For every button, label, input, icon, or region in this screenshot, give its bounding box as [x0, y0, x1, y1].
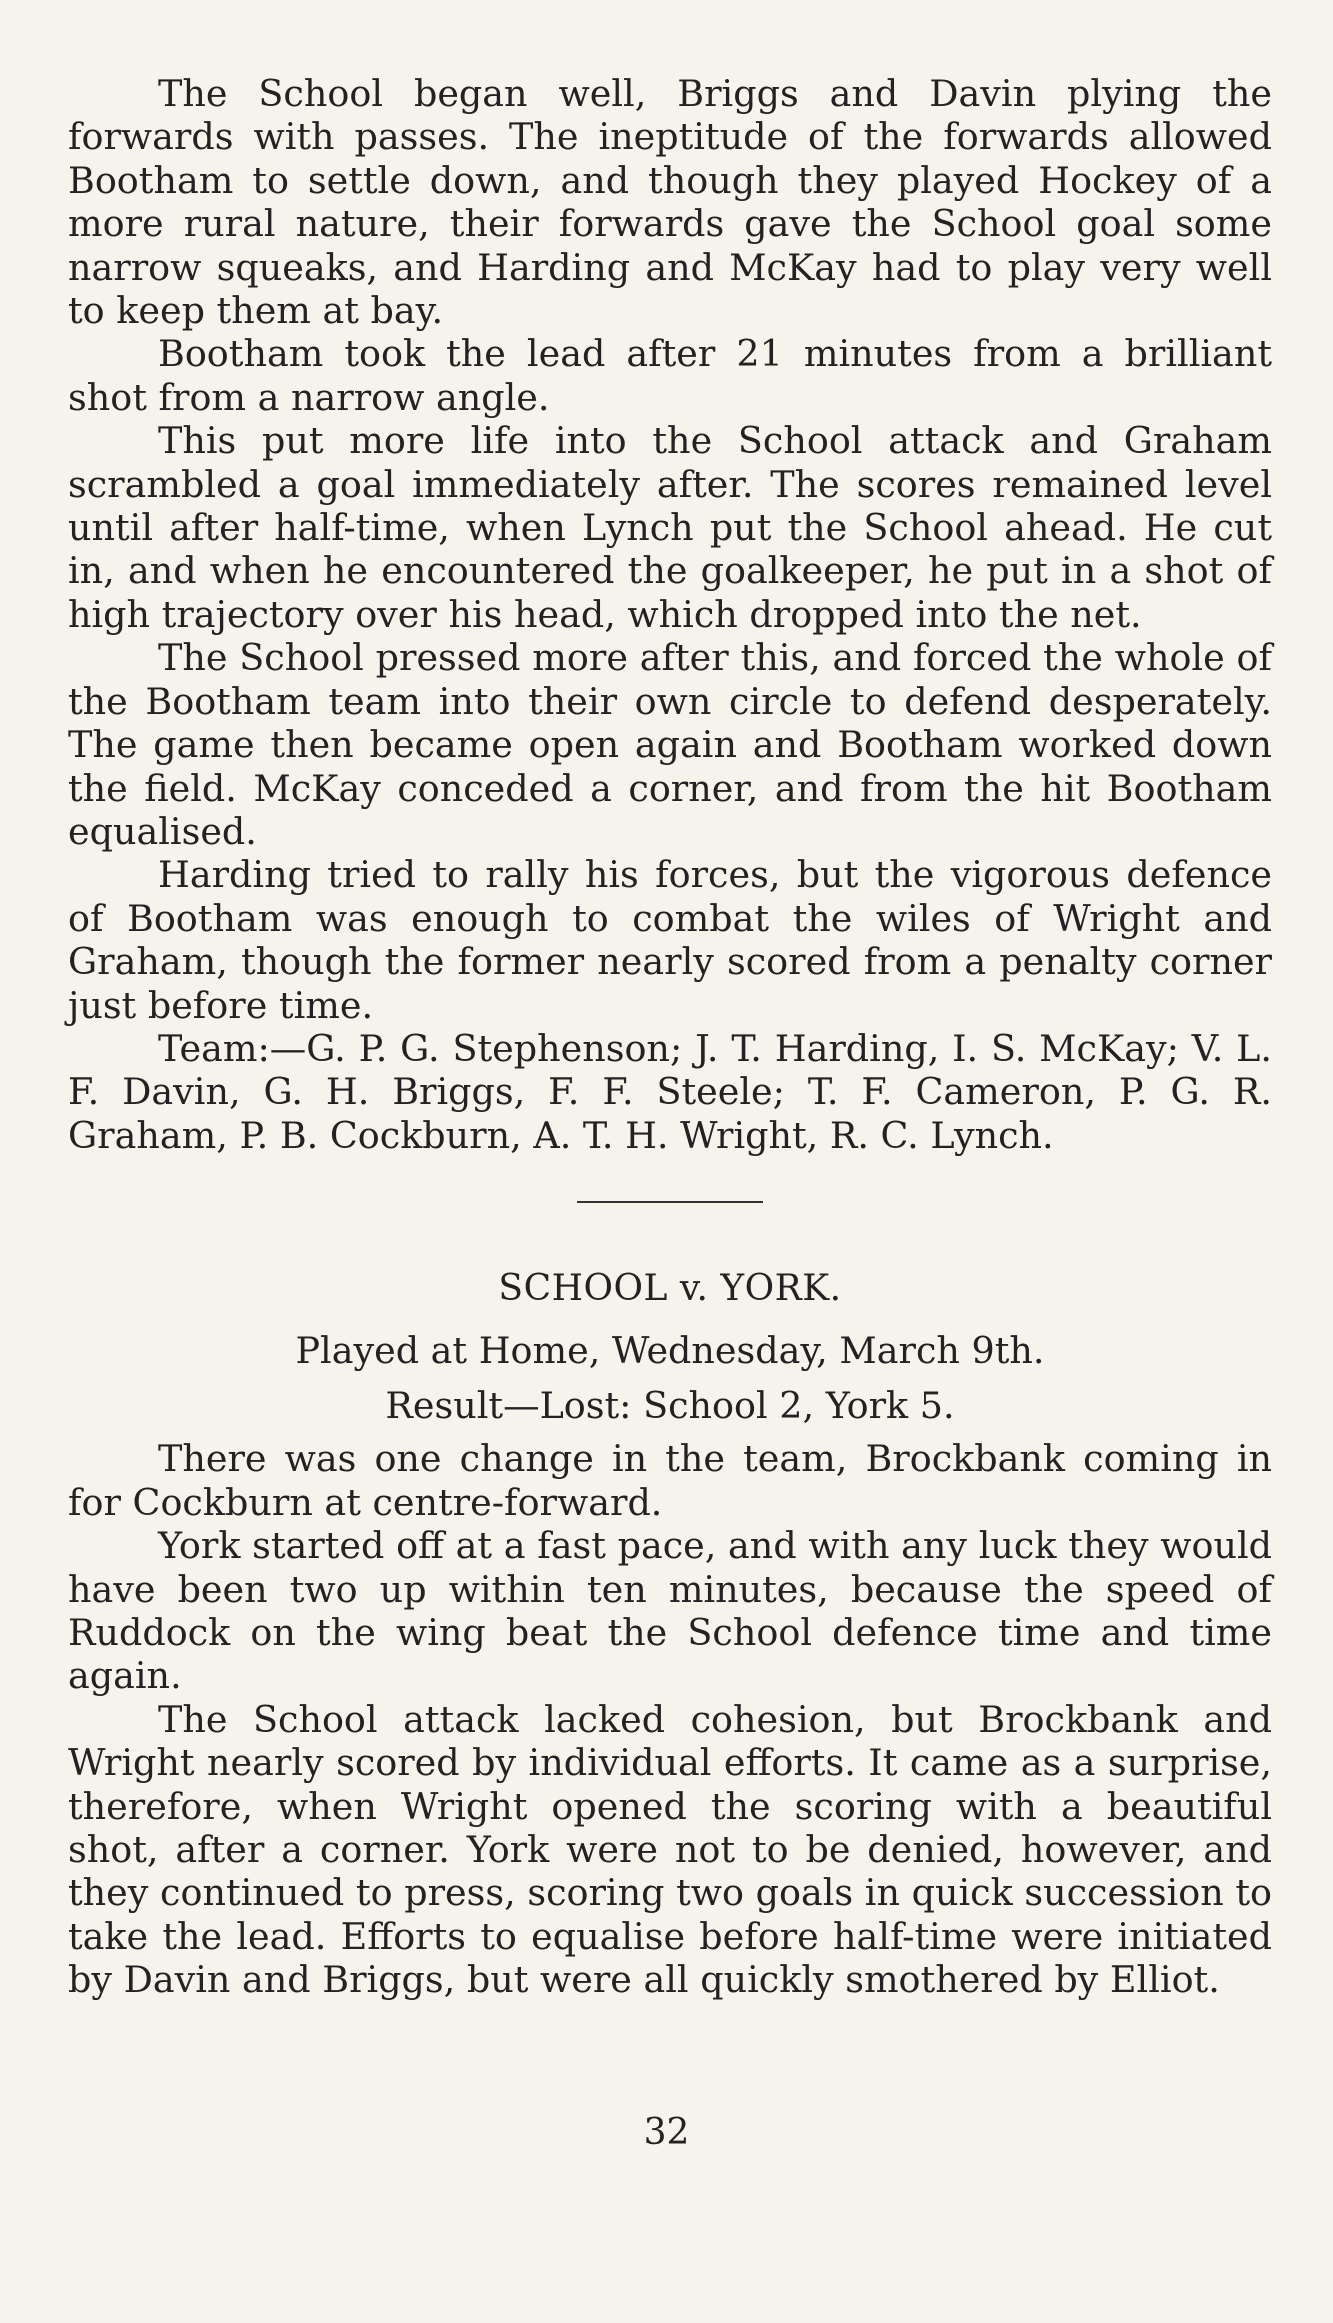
paragraph-school-pressed: The School pressed more after this, and forced the whole of the Bootham team into their own circle to defend desperately. The game then became open again and Bootham worked down the field. McKay conceded a corner, and from the hit Bootham equalised. [68, 636, 1272, 853]
match-venue-date: Played at Home, Wednesday, March 9th. [295, 1328, 1045, 1372]
page-number: 32 [643, 2112, 690, 2153]
section-divider [577, 1201, 763, 1203]
page-body [68, 72, 1272, 2002]
paragraph-bootham-lead: Bootham took the lead after 21 minutes from a brilliant shot from a narrow angle. [68, 332, 1272, 419]
paragraph-opening: The School began well, Briggs and Davin plying the forwards with passes. The ineptitude of the forwards allowed Bootham to settle down, and though they played Hockey of a more rural nature, their forwards gave the School goal some narrow squeaks, and Harding and McKay had to play very well to keep them at bay. [68, 72, 1272, 333]
paragraph-graham-equaliser: This put more life into the School attack and Graham scrambled a goal immediately after. The scores remained level until after half-time, when Lynch put the School ahead. He cut in, and when he encountered the goalkeeper, he put in a shot of high trajectory over his head, which dropped into the net. [68, 419, 1272, 636]
paragraph-harding-rally: Harding tried to rally his forces, but the vigorous defence of Bootham was enough to combat the wiles of Wright and Graham, though the former nearly scored from a penalty corner just before time. [68, 853, 1272, 1027]
match-result: Result—Lost: School 2, York 5. [385, 1383, 955, 1427]
paragraph-team-change: There was one change in the team, Brockbank coming in for Cockburn at centre-forward. [68, 1437, 1272, 1524]
paragraph-school-attack: The School attack lacked cohesion, but Brockbank and Wright nearly scored by individual efforts. It came as a surprise, therefore, when Wright opened the scoring with a beautiful shot, after a corner. York were not to be denied, however, and they continued to press, scoring two goals in quick succession to take the lead. Efforts to equalise before half-time were initiated by Davin and Briggs, but were all quickly smothered by Elliot. [68, 1697, 1272, 2002]
paragraph-york-start: York started off at a fast pace, and with any luck they would have been two up within ten minutes, because the speed of Ruddock on the wing beat the School defence time and time again. [68, 1524, 1272, 1698]
match-heading: SCHOOL v. YORK. [498, 1268, 842, 1310]
paragraph-team-list: Team:—G. P. G. Stephenson; J. T. Harding, I. S. McKay; V. L. F. Davin, G. H. Briggs, F. F. Steele; T. F. Cameron, P. G. R. Graham, P. B. Cockburn, A. T. H. Wright, R. C. Lynch. [68, 1026, 1272, 1157]
